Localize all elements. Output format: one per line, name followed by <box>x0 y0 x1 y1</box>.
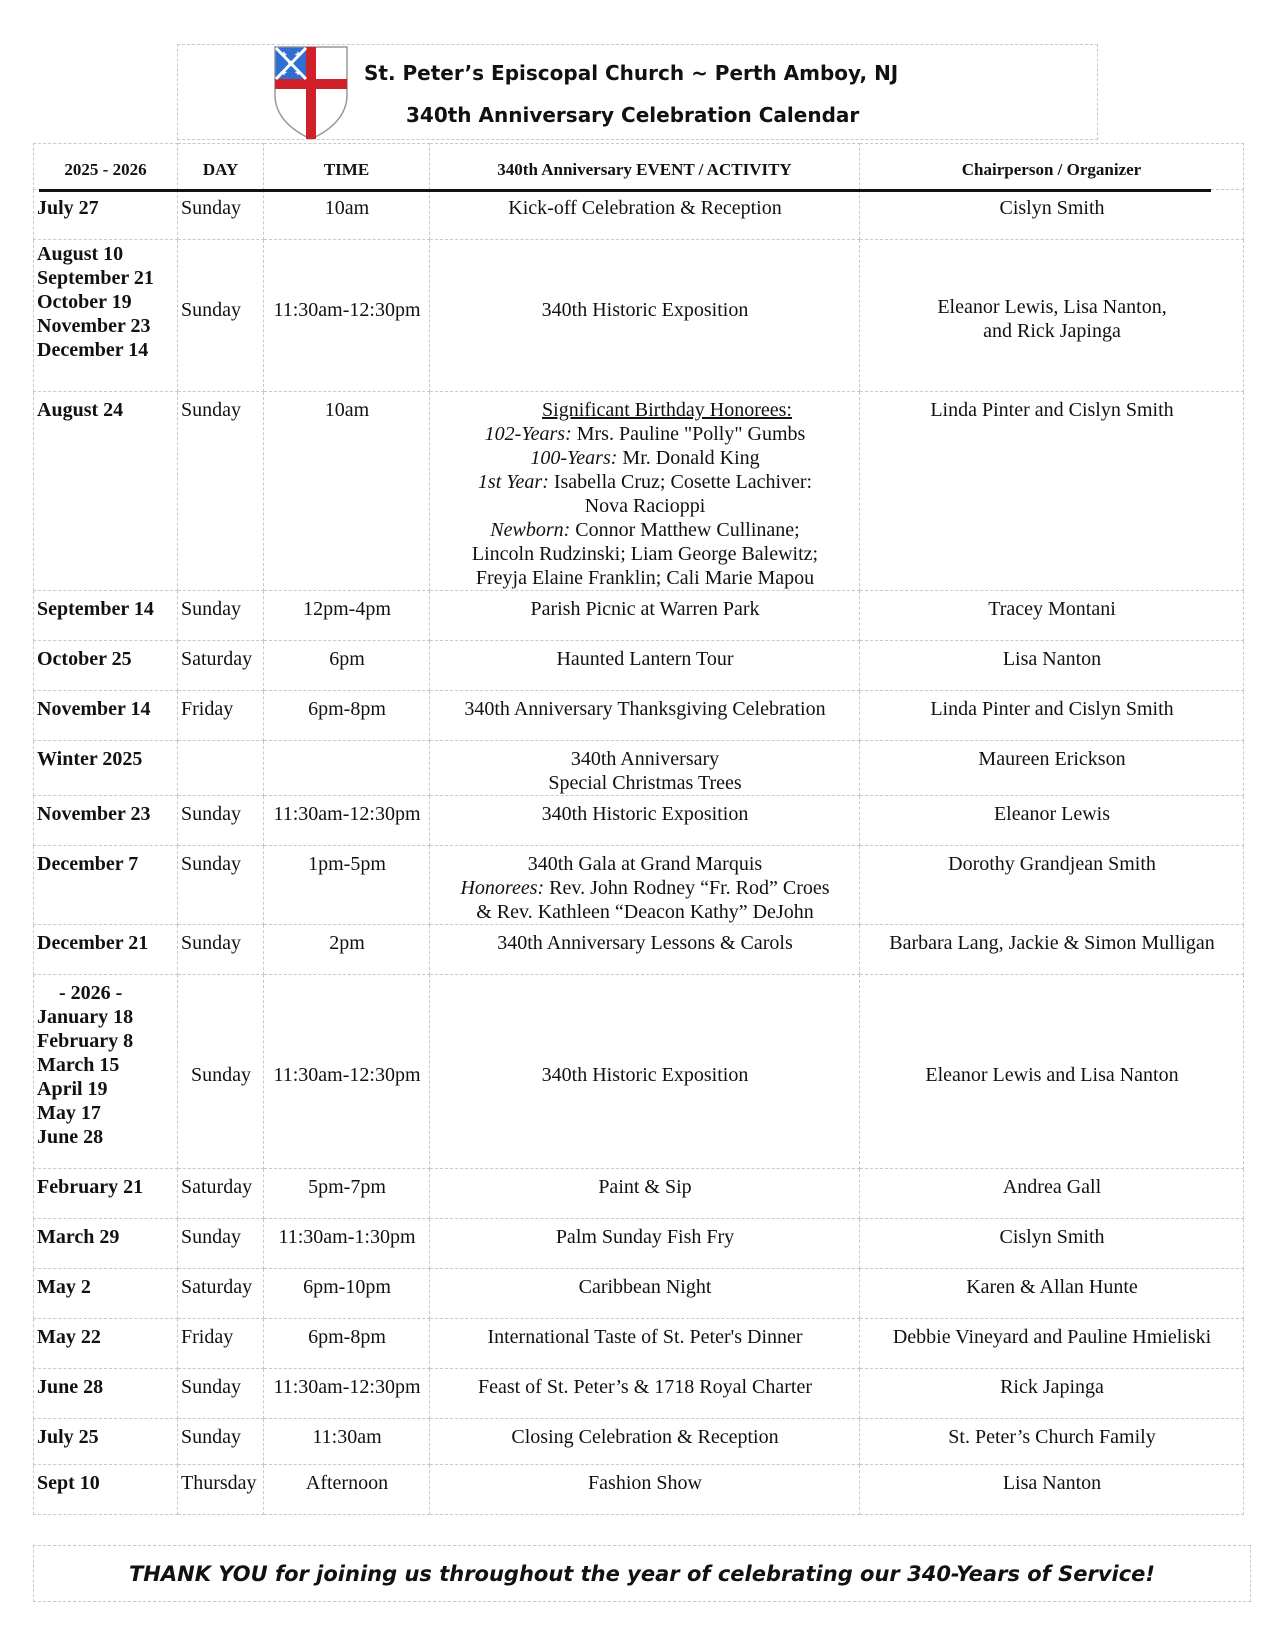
table-row <box>34 1219 1244 1269</box>
day-cell: Sunday <box>178 975 264 1169</box>
date-cell: November 14 <box>34 691 178 741</box>
organizer-cell: Rick Japinga <box>860 1369 1244 1419</box>
event-cell: Parish Picnic at Warren Park <box>430 591 860 641</box>
date-cell: November 23 <box>34 796 178 846</box>
organizer-cell: Linda Pinter and Cislyn Smith <box>860 691 1244 741</box>
time-cell: 11:30am-12:30pm <box>264 796 430 846</box>
day-cell: Sunday <box>178 796 264 846</box>
table-row <box>34 190 1244 240</box>
table-row <box>34 1369 1244 1419</box>
time-cell: 11:30am-12:30pm <box>264 240 430 392</box>
time-cell: 6pm-8pm <box>264 691 430 741</box>
organizer-cell: Lisa Nanton <box>860 1465 1244 1515</box>
date-cell: August 10 September 21 October 19 November 23 December 14 <box>34 240 178 392</box>
event-cell: Fashion Show <box>430 1465 860 1515</box>
table-row <box>34 591 1244 641</box>
organizer-cell: Barbara Lang, Jackie & Simon Mulligan <box>860 925 1244 975</box>
event-cell: Kick-off Celebration & Reception <box>430 190 860 240</box>
date-cell: December 7 <box>34 846 178 925</box>
day-cell: Sunday <box>178 392 264 591</box>
organizer-cell: Eleanor Lewis, Lisa Nanton, and Rick Japinga <box>860 240 1244 392</box>
svg-text:✚: ✚ <box>288 60 294 68</box>
day-cell <box>178 741 264 796</box>
day-cell: Sunday <box>178 1419 264 1465</box>
calendar-table <box>33 143 1244 1515</box>
day-cell: Sunday <box>178 1219 264 1269</box>
time-cell: 11:30am-12:30pm <box>264 1369 430 1419</box>
date-cell: - 2026 - January 18 February 8 March 15 April 19 May 17 June 28 <box>34 975 178 1169</box>
time-cell <box>264 741 430 796</box>
date-cell: July 27 <box>34 190 178 240</box>
event-cell: 340th Historic Exposition <box>430 975 860 1169</box>
date-cell: September 14 <box>34 591 178 641</box>
date-cell: July 25 <box>34 1419 178 1465</box>
day-cell: Sunday <box>178 591 264 641</box>
time-cell: 12pm-4pm <box>264 591 430 641</box>
col-time-header: TIME <box>264 144 430 190</box>
organizer-cell: St. Peter’s Church Family <box>860 1419 1244 1465</box>
table-header-row <box>34 144 1244 190</box>
organizer-cell: Debbie Vineyard and Pauline Hmieliski <box>860 1319 1244 1369</box>
event-cell: 340th Historic Exposition <box>430 796 860 846</box>
table-row <box>34 1169 1244 1219</box>
date-cell: February 21 <box>34 1169 178 1219</box>
organizer-cell: Cislyn Smith <box>860 1219 1244 1269</box>
organizer-cell: Cislyn Smith <box>860 190 1244 240</box>
organizer-cell: Eleanor Lewis <box>860 796 1244 846</box>
day-cell: Sunday <box>178 925 264 975</box>
date-cell: August 24 <box>34 392 178 591</box>
time-cell: 6pm <box>264 641 430 691</box>
organizer-cell: Andrea Gall <box>860 1169 1244 1219</box>
col-organizer-header: Chairperson / Organizer <box>860 144 1244 190</box>
table-row <box>34 240 1244 392</box>
organizer-cell: Linda Pinter and Cislyn Smith <box>860 392 1244 591</box>
svg-text:✚: ✚ <box>281 51 287 59</box>
time-cell: 11:30am-1:30pm <box>264 1219 430 1269</box>
date-cell: March 29 <box>34 1219 178 1269</box>
event-cell: 340th Anniversary Special Christmas Trees <box>430 741 860 796</box>
time-cell: 10am <box>264 392 430 591</box>
time-cell: 11:30am <box>264 1419 430 1465</box>
time-cell: 6pm-8pm <box>264 1319 430 1369</box>
event-cell: Paint & Sip <box>430 1169 860 1219</box>
day-cell: Saturday <box>178 1169 264 1219</box>
table-row <box>34 846 1244 925</box>
table-row <box>34 1269 1244 1319</box>
date-cell: December 21 <box>34 925 178 975</box>
day-cell: Saturday <box>178 1269 264 1319</box>
organizer-cell: Karen & Allan Hunte <box>860 1269 1244 1319</box>
date-cell: October 25 <box>34 641 178 691</box>
table-row <box>34 925 1244 975</box>
organizer-cell: Lisa Nanton <box>860 641 1244 691</box>
table-row <box>34 796 1244 846</box>
church-title: St. Peter’s Episcopal Church ~ Perth Amboy, NJ <box>364 61 899 85</box>
day-cell: Thursday <box>178 1465 264 1515</box>
table-row <box>34 1319 1244 1369</box>
col-day-header: DAY <box>178 144 264 190</box>
day-cell: Friday <box>178 1319 264 1369</box>
table-row <box>34 975 1244 1169</box>
event-cell: Closing Celebration & Reception <box>430 1419 860 1465</box>
time-cell: 10am <box>264 190 430 240</box>
thank-you-footer: THANK YOU for joining us throughout the year of celebrating our 340-Years of Service! <box>33 1545 1251 1602</box>
time-cell: 1pm-5pm <box>264 846 430 925</box>
organizer-cell: Eleanor Lewis and Lisa Nanton <box>860 975 1244 1169</box>
svg-text:✚: ✚ <box>295 69 301 77</box>
event-cell: Palm Sunday Fish Fry <box>430 1219 860 1269</box>
organizer-cell: Maureen Erickson <box>860 741 1244 796</box>
event-cell: Feast of St. Peter’s & 1718 Royal Charter <box>430 1369 860 1419</box>
time-cell: 6pm-10pm <box>264 1269 430 1319</box>
date-cell: May 2 <box>34 1269 178 1319</box>
date-cell: Sept 10 <box>34 1465 178 1515</box>
time-cell: 11:30am-12:30pm <box>264 975 430 1169</box>
table-row <box>34 1419 1244 1465</box>
date-cell: May 22 <box>34 1319 178 1369</box>
calendar-title: 340th Anniversary Celebration Calendar <box>406 103 860 127</box>
episcopal-shield-icon <box>273 45 349 141</box>
event-cell: International Taste of St. Peter's Dinner <box>430 1319 860 1369</box>
col-date-header: 2025 - 2026 <box>34 144 178 190</box>
header-divider <box>39 189 1211 192</box>
organizer-cell: Tracey Montani <box>860 591 1244 641</box>
event-cell: 340th Gala at Grand Marquis Honorees: Rev. John Rodney “Fr. Rod” Croes & Rev. Kathleen “Deacon Kathy” DeJohn <box>430 846 860 925</box>
table-row <box>34 741 1244 796</box>
day-cell: Sunday <box>178 190 264 240</box>
organizer-cell: Dorothy Grandjean Smith <box>860 846 1244 925</box>
day-cell: Friday <box>178 691 264 741</box>
event-cell: Significant Birthday Honorees: 102-Years: Mrs. Pauline "Polly" Gumbs 100-Years: Mr. Donald King 1st Year: Isabella Cruz; Cosette Lachiver: Nova Racioppi Newborn: Connor Matthew Cullinane; Lincoln Rudzinski; Liam George Balewitz; Freyja Elaine Franklin; Cali Marie Mapou <box>430 392 860 591</box>
day-cell: Sunday <box>178 240 264 392</box>
table-row <box>34 1465 1244 1515</box>
day-cell: Sunday <box>178 1369 264 1419</box>
header-box <box>177 44 1098 140</box>
event-cell: 340th Historic Exposition <box>430 240 860 392</box>
col-event-header: 340th Anniversary EVENT / ACTIVITY <box>430 144 860 190</box>
svg-text:✚: ✚ <box>281 69 287 77</box>
time-cell: Afternoon <box>264 1465 430 1515</box>
table-row <box>34 392 1244 591</box>
table-row <box>34 691 1244 741</box>
date-cell: June 28 <box>34 1369 178 1419</box>
time-cell: 2pm <box>264 925 430 975</box>
event-cell: 340th Anniversary Thanksgiving Celebration <box>430 691 860 741</box>
day-cell: Saturday <box>178 641 264 691</box>
time-cell: 5pm-7pm <box>264 1169 430 1219</box>
day-cell: Sunday <box>178 846 264 925</box>
date-cell: Winter 2025 <box>34 741 178 796</box>
event-cell: 340th Anniversary Lessons & Carols <box>430 925 860 975</box>
event-cell: Haunted Lantern Tour <box>430 641 860 691</box>
svg-text:✚: ✚ <box>295 51 301 59</box>
event-cell: Caribbean Night <box>430 1269 860 1319</box>
table-row <box>34 641 1244 691</box>
